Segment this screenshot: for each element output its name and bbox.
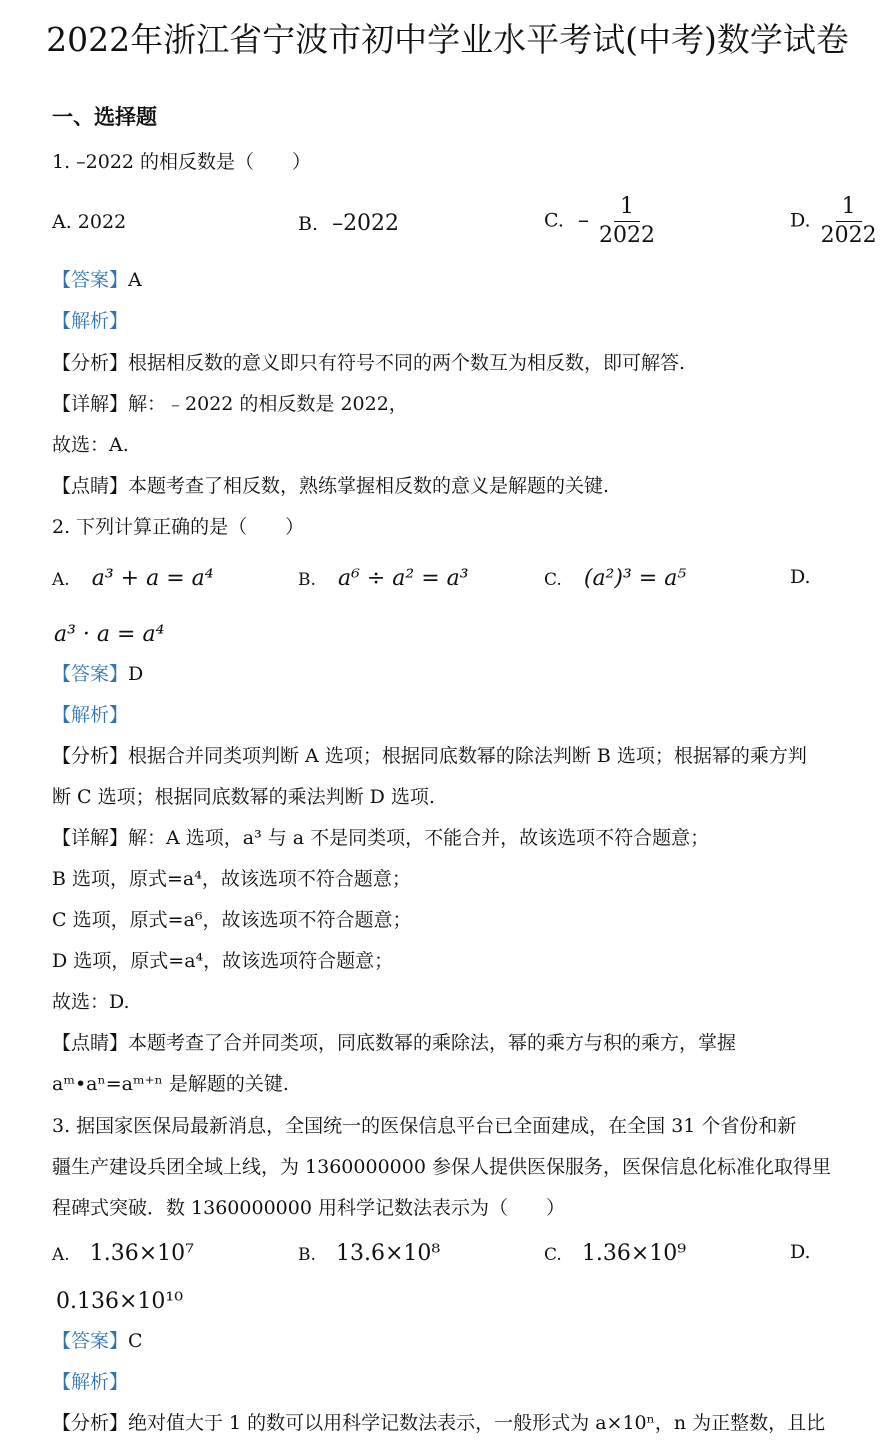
fenxi-label: 【分析】 — [52, 745, 129, 767]
q2-fenxi-text-1: 根据合并同类项判断 A 选项；根据同底数幂的除法判断 B 选项；根据幂的乘方判 — [128, 745, 807, 767]
q1-option-b-letter: B. — [298, 213, 319, 235]
q1-fenxi — [52, 352, 685, 375]
q2-analysis-label: 【解析】 — [52, 704, 129, 726]
fenxi-label: 【分析】 — [52, 352, 129, 374]
q2-dianjing-line2: aᵐ•aⁿ=aᵐ⁺ⁿ 是解题的关键. — [52, 1073, 289, 1095]
q3-option-d-expr: 0.136×10¹⁰ — [56, 1289, 184, 1314]
q3-fenxi-text: 绝对值大于 1 的数可以用科学记数法表示，一般形式为 a×10ⁿ，n 为正整数，且比 — [128, 1412, 826, 1434]
q3-option-d-letter: D. — [790, 1241, 811, 1263]
q1-option-c-denominator: 2022 — [599, 223, 655, 249]
dianjing-label: 【点睛】 — [52, 1032, 129, 1054]
q3-option-b-letter: B. — [298, 1245, 316, 1265]
q3-option-b — [298, 1241, 440, 1266]
q1-fenxi-text: 根据相反数的意义即只有符号不同的两个数互为相反数，即可解答. — [128, 352, 686, 374]
q1-option-c-sign: – — [577, 207, 589, 233]
q1-dianjing — [52, 475, 609, 498]
q2-answer — [52, 663, 143, 686]
q3-stem-line3: 程碑式突破．数 1360000000 用科学记数法表示为（ ） — [52, 1197, 565, 1219]
q2-xiangjie-line1 — [52, 827, 709, 850]
q2-option-c — [544, 566, 686, 591]
q2-option-b — [298, 566, 469, 591]
q1-answer — [52, 269, 142, 292]
dianjing-label: 【点睛】 — [52, 475, 129, 497]
q2-xiangjie-text-1: 解：A 选项，a³ 与 a 不是同类项，不能合并，故该选项不符合题意； — [128, 827, 710, 849]
xiangjie-label: 【详解】 — [52, 393, 129, 415]
section-heading: 一、选择题 — [52, 104, 157, 129]
q2-stem: 2. 下列计算正确的是（ ） — [52, 516, 305, 538]
q3-analysis-label: 【解析】 — [52, 1371, 129, 1393]
answer-label: 【答案】 — [52, 269, 129, 291]
q3-option-c-letter: C. — [544, 1245, 562, 1265]
q2-option-b-letter: B. — [298, 570, 316, 590]
q1-xiangjie-text: 解：﹣2022 的相反数是 2022， — [128, 393, 408, 415]
q2-option-a — [52, 566, 214, 591]
q2-line-d: D 选项，原式=a⁴，故该选项符合题意； — [52, 950, 394, 972]
q3-answer-value: C — [128, 1330, 143, 1352]
q2-option-b-expr: a⁶ ÷ a² = a³ — [337, 566, 469, 591]
q3-option-a-expr: 1.36×10⁷ — [89, 1241, 194, 1266]
fenxi-label: 【分析】 — [52, 1412, 129, 1434]
q3-stem-line2: 疆生产建设兵团全域上线，为 1360000000 参保人提供医保服务，医保信息化标准化取得里 — [52, 1156, 831, 1178]
q1-analysis-label: 【解析】 — [52, 310, 129, 332]
q2-option-d-letter: D. — [790, 566, 811, 588]
q3-option-b-expr: 13.6×10⁸ — [335, 1241, 441, 1266]
q2-fenxi-line1 — [52, 745, 807, 768]
q3-stem-line1: 3. 据国家医保局最新消息，全国统一的医保信息平台已全面建成，在全国 31 个省份和新 — [52, 1115, 797, 1137]
answer-label: 【答案】 — [52, 663, 129, 685]
q2-dianjing-text-1: 本题考查了合并同类项，同底数幂的乘除法，幂的乘方与积的乘方，掌握 — [128, 1032, 737, 1054]
q2-answer-value: D — [128, 663, 144, 685]
q1-option-d-denominator: 2022 — [820, 223, 877, 249]
q1-option-d-numerator: 1 — [836, 195, 862, 222]
q1-option-c — [544, 195, 655, 248]
q3-option-c — [544, 1241, 686, 1266]
q2-line-b: B 选项，原式=a⁴，故该选项不符合题意； — [52, 868, 411, 890]
q1-option-c-numerator: 1 — [614, 195, 640, 222]
q1-answer-value: A — [128, 269, 142, 291]
xiangjie-label: 【详解】 — [52, 827, 129, 849]
answer-label: 【答案】 — [52, 1330, 129, 1352]
q1-option-c-letter: C. — [544, 209, 564, 232]
q2-guxuan: 故选：D. — [52, 991, 130, 1013]
q2-line-c: C 选项，原式=a⁶，故该选项不符合题意； — [52, 909, 412, 931]
q2-option-c-letter: C. — [544, 570, 562, 590]
q3-option-a — [52, 1241, 194, 1266]
q1-xiangjie — [52, 393, 408, 416]
q1-option-b-value: –2022 — [332, 211, 400, 236]
q3-option-c-expr: 1.36×10⁹ — [581, 1241, 687, 1266]
q1-option-d — [790, 195, 877, 248]
q1-stem: 1. –2022 的相反数是（ ） — [52, 151, 312, 173]
q3-answer — [52, 1330, 143, 1353]
page-title: 2022年浙江省宁波市初中学业水平考试(中考)数学试卷 — [46, 20, 849, 59]
q2-option-d-expr: a³ · a = a⁴ — [54, 622, 165, 647]
q3-fenxi — [52, 1412, 825, 1435]
q2-dianjing-line1 — [52, 1032, 736, 1055]
q2-fenxi-line2: 断 C 选项；根据同底数幂的乘法判断 D 选项. — [52, 786, 435, 808]
q2-option-c-expr: (a²)³ = a⁵ — [583, 566, 687, 591]
q1-option-d-letter: D. — [790, 209, 811, 232]
q2-option-a-expr: a³ + a = a⁴ — [91, 566, 214, 591]
q1-option-a: A. 2022 — [52, 211, 127, 233]
q1-guxuan: 故选：A. — [52, 434, 129, 456]
q2-option-a-letter: A. — [52, 570, 70, 590]
q1-option-b — [298, 211, 399, 236]
q1-dianjing-text: 本题考查了相反数，熟练掌握相反数的意义是解题的关键. — [128, 475, 610, 497]
q3-option-a-letter: A. — [52, 1245, 70, 1265]
